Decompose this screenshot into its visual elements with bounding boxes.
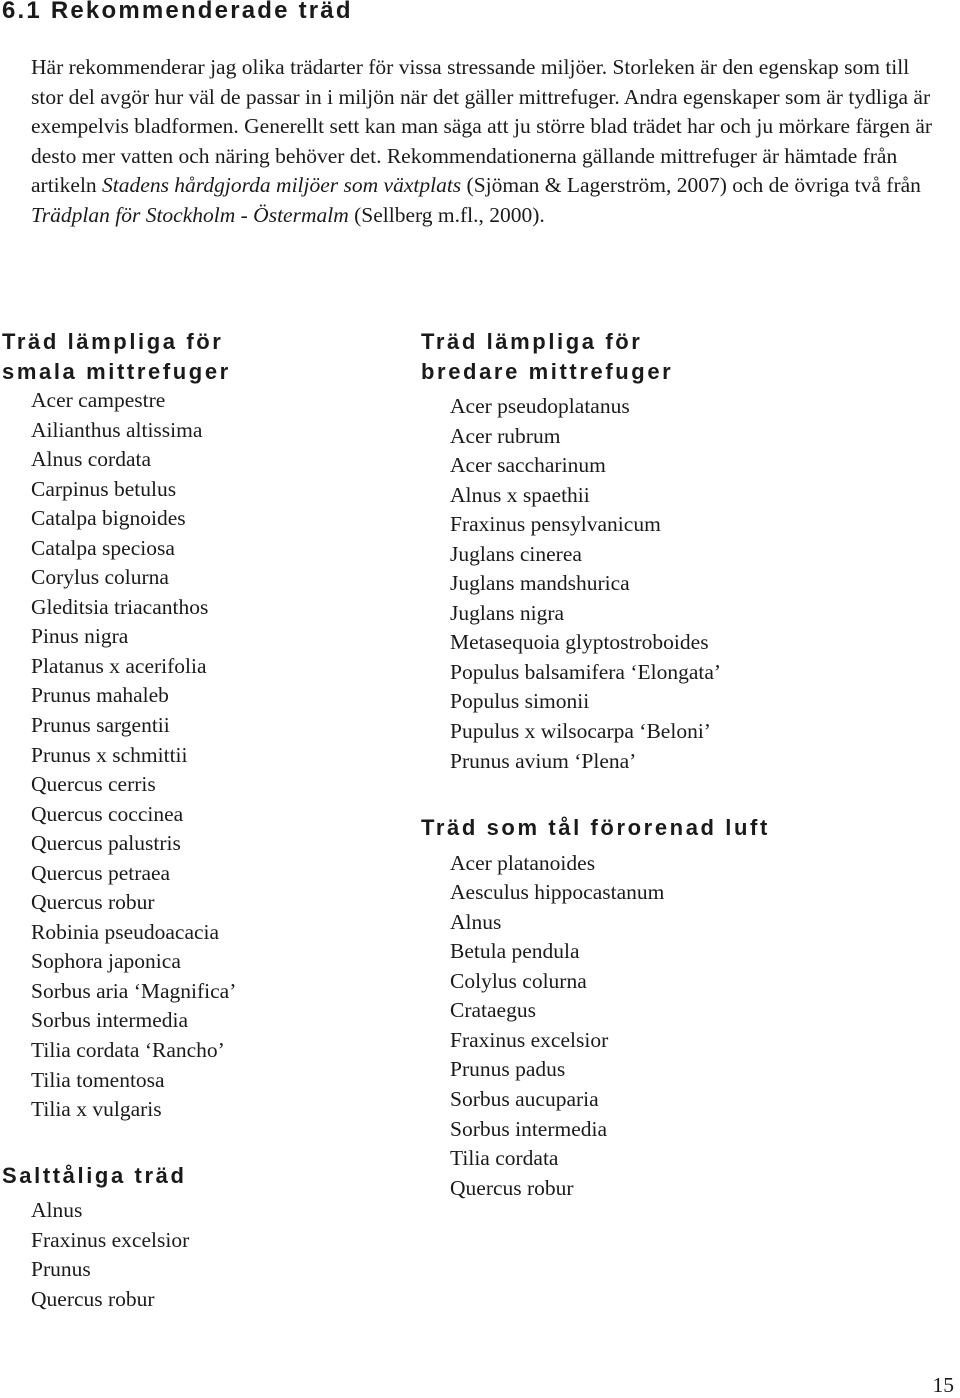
list-item: Quercus robur [31, 890, 155, 915]
list-item: Acer saccharinum [450, 453, 606, 478]
list-item: Prunus x schmittii [31, 742, 188, 767]
list-item: Sorbus aria ‘Magnifica’ [31, 978, 237, 1003]
list-item: Sorbus intermedia [450, 1116, 608, 1141]
wide-medians-list [421, 392, 841, 776]
list-item: Tilia cordata [450, 1146, 559, 1171]
list-item: Sorbus intermedia [31, 1008, 189, 1033]
narrow-medians-list [2, 386, 422, 1125]
list-item: Ailianthus altissima [31, 417, 203, 442]
list-item: Acer pseudoplatanus [450, 394, 630, 418]
list-item: Metasequoia glyptostroboides [450, 630, 709, 655]
pollution-tolerant-title: Träd som tål förorenad luft [421, 815, 770, 841]
list-item: Tilia cordata ‘Rancho’ [31, 1038, 225, 1063]
list-item: Tilia x vulgaris [31, 1097, 162, 1122]
list-item: Sophora japonica [31, 949, 181, 974]
page-number: 15 [932, 1373, 954, 1397]
list-item: Acer rubrum [450, 423, 561, 448]
list-item: Juglans mandshurica [450, 571, 630, 596]
list-item: Quercus robur [450, 1175, 574, 1200]
list-item: Juglans nigra [450, 600, 565, 625]
reference-title-2: Trädplan för Stockholm - Östermalm [31, 202, 349, 227]
list-item: Carpinus betulus [31, 476, 177, 501]
list-item: Sorbus aucuparia [450, 1086, 599, 1111]
list-item: Pinus nigra [31, 624, 129, 649]
narrow-medians-title-line2: smala mittrefuger [2, 358, 231, 384]
list-item: Quercus palustris [31, 831, 181, 856]
list-item: Crataegus [450, 998, 536, 1023]
list-item: Pupulus x wilsocarpa ‘Beloni’ [450, 719, 711, 744]
reference-title-1: Stadens hårdgjorda miljöer som växtplats [102, 173, 462, 197]
wide-medians-title-line2: bredare mittrefuger [421, 358, 674, 384]
list-item: Fraxinus excelsior [31, 1227, 190, 1252]
intro-text-part2: (Sjöman & Lagerström, 2007) och de övriga två från [461, 173, 921, 197]
list-item: Populus balsamifera ‘Elongata’ [450, 659, 722, 684]
intro-paragraph [31, 53, 946, 230]
list-item: Aesculus hippocastanum [450, 880, 665, 905]
pollution-tolerant-list [421, 849, 841, 1204]
list-item: Corylus colurna [31, 565, 169, 590]
list-item: Prunus padus [450, 1057, 566, 1082]
list-item: Tilia tomentosa [31, 1067, 165, 1092]
section-heading: 6.1 Rekommenderade träd [2, 0, 353, 24]
list-item: Gleditsia triacanthos [31, 594, 209, 619]
list-item: Catalpa bignoides [31, 506, 186, 531]
narrow-medians-title [2, 327, 422, 386]
list-item: Quercus robur [31, 1286, 155, 1311]
list-item: Quercus coccinea [31, 801, 184, 826]
list-item: Quercus cerris [31, 772, 156, 797]
list-item: Acer platanoides [450, 850, 596, 875]
list-item: Colylus colurna [450, 968, 587, 993]
list-item: Platanus x acerifolia [31, 653, 207, 678]
left-column [2, 327, 422, 1314]
salt-tolerant-title: Salttåliga träd [2, 1162, 187, 1188]
wide-medians-title [421, 327, 841, 386]
wide-medians-title-line1: Träd lämpliga för [421, 329, 643, 354]
list-item: Juglans cinerea [450, 541, 582, 566]
list-item: Alnus [450, 909, 502, 934]
list-item: Prunus sargentii [31, 713, 170, 738]
list-item: Catalpa speciosa [31, 535, 175, 560]
list-item: Fraxinus pensylvanicum [450, 512, 661, 537]
list-item: Alnus cordata [31, 447, 152, 472]
list-item: Robinia pseudoacacia [31, 919, 220, 944]
narrow-medians-title-line1: Träd lämpliga för [2, 329, 224, 354]
list-item: Quercus petraea [31, 860, 171, 885]
list-item: Prunus mahaleb [31, 683, 169, 708]
list-item: Prunus [31, 1257, 91, 1282]
list-item: Alnus [31, 1198, 83, 1223]
list-item: Betula pendula [450, 939, 580, 964]
intro-text-part3: (Sellberg m.fl., 2000). [348, 202, 545, 227]
list-item: Alnus x spaethii [450, 482, 590, 507]
list-item: Fraxinus excelsior [450, 1027, 609, 1052]
list-item: Populus simonii [450, 689, 590, 714]
right-column [421, 327, 841, 1203]
salt-tolerant-list [2, 1196, 422, 1314]
list-item: Prunus avium ‘Plena’ [450, 748, 637, 773]
list-item: Acer campestre [31, 388, 166, 412]
intro-text-part1: Här rekommenderar jag olika trädarter för vissa stressande miljöer. Storleken är den egenskap som till stor del avgör hur väl de passar in i miljön när det gäller mittrefuger. Andra egenskaper som är tydliga är exempelvis bladformen. Generellt sett kan man säga att ju större blad trädet har och ju mörkare färgen är desto mer vatten och näring behöver det. Rekommendationerna gällande mittrefuger är hämtade från artikeln [31, 55, 933, 197]
